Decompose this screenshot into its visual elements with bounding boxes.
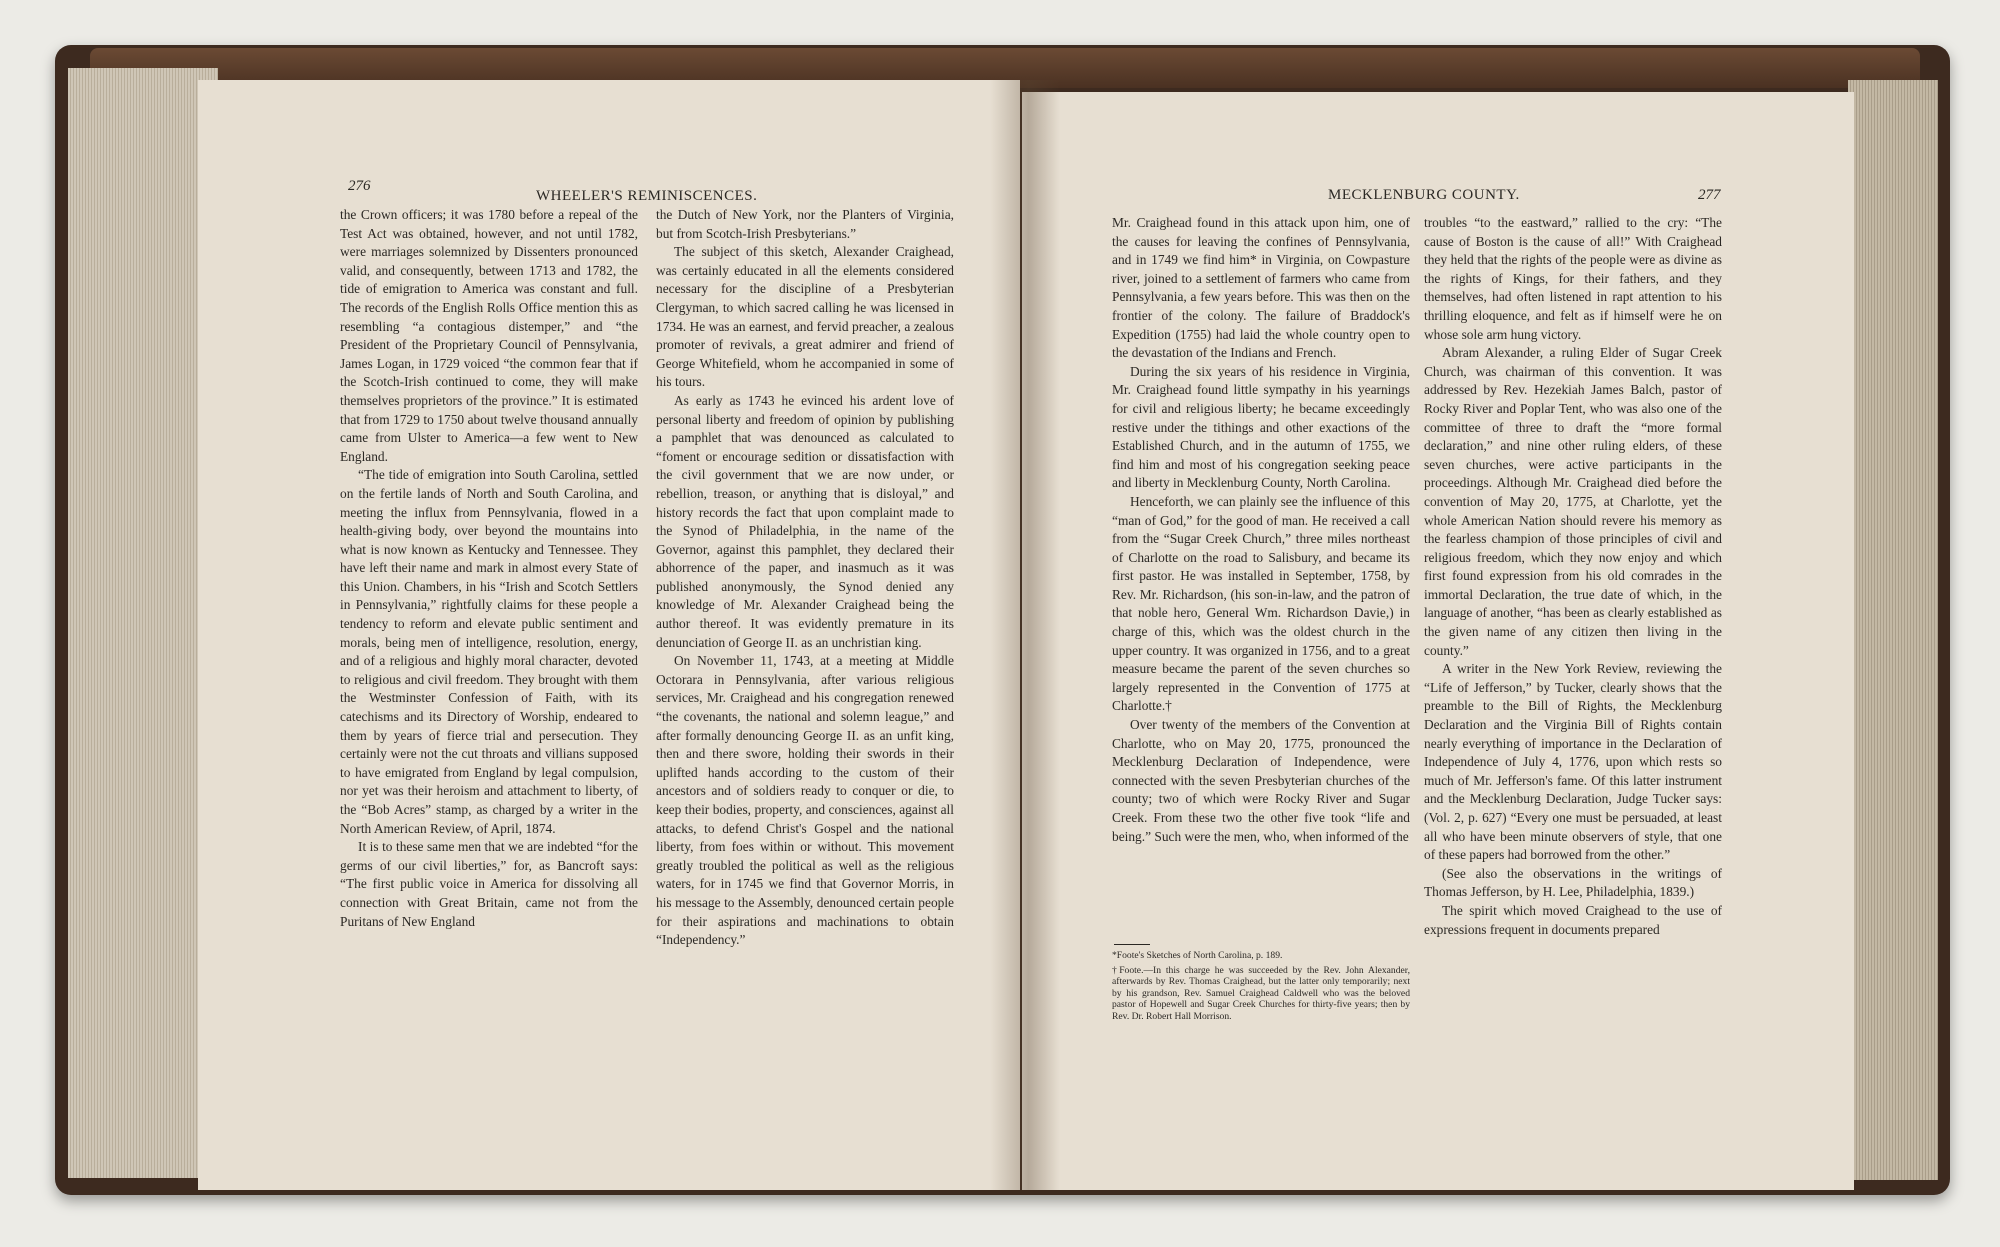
paragraph: the Crown officers; it was 1780 before a repeal of the Test Act was obtained, however, and not until 1782, were marriages solemnized by Dissenters pronounced valid, and consequently, between 1713 and 1782, the tide of emigration to America was constant and full. The records of the English Rolls Office mention this as resembling “a contagious distemper,” and “the President of the Proprietary Council of Pennsylvania, James Logan, in 1729 voiced “the common fear that if the Scotch-Irish continued to come, they will make themselves proprietors of the province.” It is estimated that from 1729 to 1750 about twelve thousand annually came from Ulster to America—a few went to New England. [340,207,638,464]
book-gutter [990,80,1060,1190]
text-column-2 [656,206,954,950]
page-edges-left [68,68,218,1178]
right-page [1022,92,1854,1190]
running-head: WHEELER'S REMINISCENCES. [536,188,758,204]
paragraph: (See also the observations in the writings of Thomas Jefferson, by H. Lee, Philadelphia, 1839.) [1424,865,1722,900]
footnotes [1112,950,1410,1022]
footnote: †Foote.—In this charge he was succeeded by the Rev. John Alexander, afterwards by Rev. Thomas Craighead, but the latter only temporarily; next by his grandson, Rev. Samuel Craighead Caldwell who was the beloved pastor of Hopewell and Sugar Creek Churches for thirty-five years; then by Rev. Dr. Robert Hall Morrison. [1112,964,1410,1022]
paragraph: On November 11, 1743, at a meeting at Middle Octorara in Pennsylvania, after various religious services, Mr. Craighead and his congregation renewed “the covenants, the national and solemn league,” and after formally denouncing George II. as an unfit king, then and there swore, holding their swords in their uplifted hands according to the custom of their ancestors and of soldiers ready to conquer or die, to keep their bodies, property, and consciences, against all attacks, to defend Christ's Gospel and the national liberty, from foes within or without. This movement greatly troubled the political as well as the religious waters, for in 1745 we find that Governor Morris, in his message to the Assembly, denounced certain people for their aspirations and machinations to obtain “Independency.” [656,653,954,948]
text-column-2 [1424,214,1722,939]
text-column-1 [1112,214,1410,846]
paragraph: It is to these same men that we are indebted “for the germs of our civil liberties,” for, as Bancroft says: “The first public voice in America for dissolving all connection with Great Britain, came not from the Puritans of New England [340,839,638,929]
paragraph: Henceforth, we can plainly see the influence of this “man of God,” for the good of man. He received a call from the “Sugar Creek Church,” three miles northeast of Charlotte on the road to Salisbury, and became its first pastor. He was installed in September, 1758, by Rev. Mr. Richardson, (his son-in-law, and the patron of that noble hero, General Wm. Richardson Davie,) in charge of this, which was the oldest church in the upper country. It was organized in 1756, and to a great measure became the parent of the seven churches so largely represented in the Convention of 1775 at Charlotte.† [1112,493,1410,714]
paragraph: A writer in the New York Review, reviewing the “Life of Jefferson,” by Tucker, clearly shows that the preamble to the Bill of Rights, the Mecklenburg Declaration and the Virginia Bill of Rights contain nearly everything of importance in the Declaration of Independence of July 4, 1776, upon which rests so much of Mr. Jefferson's fame. Of this latter instrument and the Mecklenburg Declaration, Judge Tucker says: (Vol. 2, p. 627) “Every one must be persuaded, at least all who have been minute observers of style, that one of these papers had borrowed from the other.” [1424,661,1722,863]
paragraph: Over twenty of the members of the Convention at Charlotte, who on May 20, 1775, pronounced the Mecklenburg Declaration of Independence, were connected with the seven Presbyterian churches of the county; two of which were Rocky River and Sugar Creek. From these two the other five took “life and being.” Such were the men, who, when informed of the [1112,717,1410,844]
footnote: *Foote's Sketches of North Carolina, p. 189. [1112,950,1283,961]
page-number: 276 [348,178,371,194]
paragraph: The subject of this sketch, Alexander Craighead, was certainly educated in all the elements considered necessary for the discipline of a Presbyterian Clergyman, to which sacred calling he was licensed in 1734. He was an earnest, and fervid preacher, a zealous promoter of revivals, a great admirer and friend of George Whitefield, whom he accompanied in some of his tours. [656,244,954,390]
paragraph: Mr. Craighead found in this attack upon him, one of the causes for leaving the confines of Pennsylvania, and in 1749 we find him* in Virginia, on Cowpasture river, joined to a settlement of farmers who came from Pennsylvania, a few years before. This was then on the frontier of the colony. The failure of Braddock's Expedition (1755) had laid the whole country open to the devastation of the Indians and French. [1112,215,1410,361]
paragraph: During the six years of his residence in Virginia, Mr. Craighead found little sympathy in his yearnings for civil and religious liberty; he became exceedingly restive under the tithings and other exactions of the Established Church, and in the autumn of 1755, we find him and most of his congregation seeking peace and liberty in Mecklenburg County, North Carolina. [1112,363,1410,491]
left-page [198,80,1020,1190]
footnote-rule [1114,944,1150,945]
page-number: 277 [1698,187,1721,203]
paragraph: The spirit which moved Craighead to the use of expressions frequent in documents prepared [1424,902,1722,937]
page-edges-right [1848,80,1938,1180]
paragraph: “The tide of emigration into South Carolina, settled on the fertile lands of North and South Carolina, and meeting the influx from Pennsylvania, flowed in a health-giving body, over beyond the mountains into what is now known as Kentucky and Tennessee. They have left their name and mark in almost every State of this Union. Chambers, in his “Irish and Scotch Settlers in Pennsylvania,” rightfully claims for these people a tendency to reform and elevate public sentiment and morals, being men of intelligence, resolution, energy, and of a religious and highly moral character, devoted to religious and civil freedom. They brought with them the Westminster Confession of Faith, with its catechisms and its Directory of Worship, endeared to them by years of fierce trial and persecution. They certainly were not the cut throats and villians supposed to have emigrated from England by legal compulsion, nor yet was their heroism and attachment to liberty, of the “Bob Acres” stamp, as charged by a writer in the North American Review, of April, 1874. [340,467,638,836]
text-column-1 [340,206,638,931]
paragraph: Abram Alexander, a ruling Elder of Sugar Creek Church, was chairman of this convention. It was addressed by Rev. Hezekiah James Balch, pastor of Rocky River and Poplar Tent, who was also one of the committee of three to draft the “more formal declaration,” and nine other ruling elders, of these seven churches, were active participants in the proceedings. Although Mr. Craighead died before the convention of May 20, 1775, at Charlotte, yet the whole American Nation should revere his memory as the fearless champion of those principles of civil and religious freedom, which they now enjoy and which first found expression from his old comrades in the immortal Declaration, the true date of which, in the language of another, “has been as clearly established as the given name of any citizen then living in the county.” [1424,345,1722,658]
paragraph: the Dutch of New York, nor the Planters of Virginia, but from Scotch-Irish Presbyterians.” [656,207,954,241]
paragraph: As early as 1743 he evinced his ardent love of personal liberty and freedom of opinion by publishing a pamphlet that was denounced as calculated to “foment or encourage sedition or dissatisfaction with the civil government that we are now under, or rebellion, treason, or anything that is disloyal,” and history records the fact that upon complaint made to the Synod of Philadelphia, in the name of the Governor, against this pamphlet, they declared their abhorrence of the paper, and inasmuch as it was published anonymously, the Synod denied any knowledge of Mr. Alexander Craighead being the author thereof. It was evidently premature in its denunciation of George II. as an unchristian king. [656,392,954,650]
paragraph: troubles “to the eastward,” rallied to the cry: “The cause of Boston is the cause of all!” With Craighead they held that the rights of the people were as divine as the rights of Kings, for their fathers, and they themselves, had often listened in rapt attention to his thrilling eloquence, and felt as if himself were he on whose sole arm hung victory. [1424,215,1722,342]
running-head: MECKLENBURG COUNTY. [1328,187,1520,203]
